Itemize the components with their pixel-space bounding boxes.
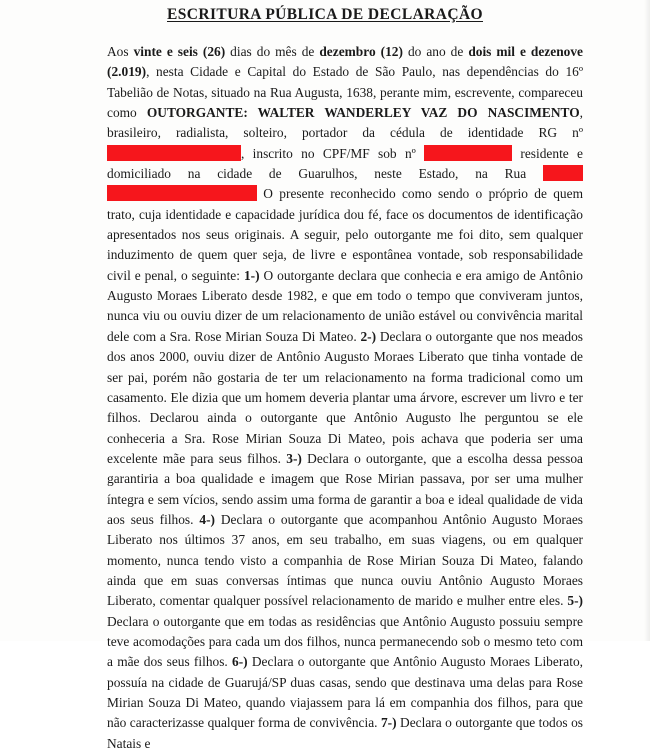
document-body [107, 42, 583, 754]
item-text-2: Declara o outorgante que nos meados dos anos 2000, ouviu dizer de Antônio Augusto Moraes Liberato que tinha vontade de ser pai, porém não gostaria de ter um relacionamento na forma tradicional como um casamento. Ele dizia que um homem deveria plantar uma árvore, escrever um livro e ter filhos. Declarou ainda o outorgante que Antônio Augusto lhe perguntou se ele conheceria a Sra. Rose Mirian Souza Di Mateo, pois achava que poderia ser uma excelente mãe para seus filhos. [107, 328, 583, 466]
item-number-3: 3-) [286, 450, 302, 466]
outorgante-name: OUTORGANTE: WALTER WANDERLEY VAZ DO NASCIMENTO [146, 105, 580, 121]
date-year: dois mil e dezenove (2.019) [107, 44, 583, 80]
item-text-6: Declara o outorgante que Antônio Augusto Moraes Liberato, possuía na cidade de Guarujá/SP duas casas, sendo que destinava uma delas para Rose Mirian Souza Di Mateo, quando viajassem para lá em companhia dos filhos, para que não caracterizasse qualquer forma de convivência. [107, 654, 583, 731]
page-edge-shadow [644, 0, 650, 641]
item-text-4: Declara o outorgante que acompanhou Antônio Augusto Moraes Liberato nos últimos 37 anos, em seu trabalho, em suas viagens, ou em qualquer momento, nunca tendo visto a companhia de Rose Mirian Souza Di Mateo, falando ainda que em suas conversas íntimas que nunca ouviu Antônio Augusto Moraes Liberato, comentar qualquer possível relacionamento de marido e mulher entre eles. [107, 511, 583, 609]
intro-text: , inscrito no CPF/MF sob nº [241, 145, 425, 161]
item-number-6: 6-) [232, 654, 248, 670]
item-text-7: Declara o outorgante que todos os Natais e [107, 715, 583, 751]
item-text-5: Declara o outorgante que em todas as residências que Antônio Augusto possuiu sempre teve acomodações para cada um dos filhos, nunca permanecendo sob o mesmo teto com a mãe dos seus filhos. [107, 613, 583, 670]
item-text-3: Declara o outorgante, que a escolha dessa pessoa garantiria a boa qualidade e imagem que Rose Mirian passava, por ser uma mulher íntegra e sem vícios, sendo assim uma forma de garantir a boa e ideal qualidade de vida aos seus filhos. [107, 450, 583, 527]
item-text-1: O outorgante declara que conhecia e era amigo de Antônio Augusto Moraes Liberato desde 1982, e que em todo o tempo que conviveram juntos, nunca viu ou ouviu dizer de um relacionamento de união estável ou convivência marital dele com a Sra. Rose Mirian Souza Di Mateo. [107, 267, 583, 344]
intro-text: O presente reconhecido como sendo o próprio de quem trato, cuja identidade e capacidade jurídica dou fé, face os documentos de identificação apresentados nos seus originais. A seguir, pelo outorgante me foi dito, sem qualquer induzimento de quem quer seja, de livre e espontânea vontade, sob responsabilidade civil e penal, o seguinte: [107, 186, 583, 283]
intro-text: dias do mês de [225, 44, 320, 59]
redaction-rg [107, 145, 241, 161]
intro-text: , brasileiro, radialista, solteiro, portador da cédula de identidade RG nº [107, 105, 583, 141]
redaction-cpf [424, 145, 512, 161]
redaction-address [543, 165, 583, 181]
intro-text: , nesta Cidade e Capital do Estado de São Paulo, nas dependências do 16º Tabelião de Notas, situado na Rua Augusta, 1638, perante mim, escrevente, compareceu como [107, 64, 583, 121]
item-number-4: 4-) [199, 511, 215, 527]
item-number-1: 1-) [243, 267, 260, 283]
intro-text: residente e domiciliado na cidade de Guarulhos, neste Estado, na Rua [107, 145, 583, 182]
intro-text: do ano de [402, 44, 469, 59]
intro-text: Aos [107, 44, 134, 59]
item-number-2: 2-) [360, 328, 377, 344]
date-day: vinte e seis (26) [133, 44, 226, 59]
date-month: dezembro (12) [319, 44, 403, 59]
redaction-address-cont [107, 185, 257, 201]
item-number-7: 7-) [380, 715, 397, 731]
item-number-5: 5-) [567, 593, 583, 609]
document-title: ESCRITURA PÚBLICA DE DECLARAÇÃO [167, 6, 483, 23]
